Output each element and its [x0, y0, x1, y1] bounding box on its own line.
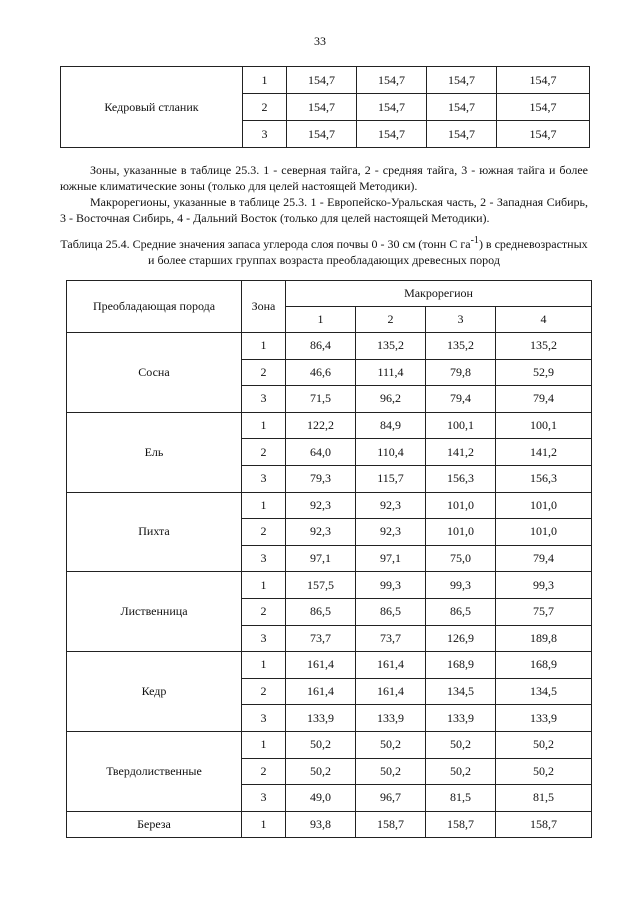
value-cell: 154,7 [287, 94, 357, 121]
value-cell: 158,7 [356, 811, 426, 838]
value-cell: 157,5 [286, 572, 356, 599]
value-cell: 64,0 [286, 439, 356, 466]
value-cell: 73,7 [286, 625, 356, 652]
zone-cell: 3 [243, 121, 287, 148]
value-cell: 110,4 [356, 439, 426, 466]
value-cell: 50,2 [286, 731, 356, 758]
cedar-table [60, 66, 590, 148]
value-cell: 97,1 [356, 545, 426, 572]
value-cell: 134,5 [496, 678, 592, 705]
value-cell: 79,3 [286, 465, 356, 492]
value-cell: 97,1 [286, 545, 356, 572]
value-cell: 50,2 [356, 731, 426, 758]
zone-cell: 3 [242, 545, 286, 572]
species-cell: Твердолиственные [67, 731, 242, 811]
table-row [67, 572, 592, 599]
table-row [67, 652, 592, 679]
value-cell: 134,5 [426, 678, 496, 705]
value-cell: 161,4 [286, 652, 356, 679]
value-cell: 92,3 [286, 519, 356, 546]
value-cell: 154,7 [427, 94, 497, 121]
value-cell: 50,2 [496, 758, 592, 785]
value-cell: 111,4 [356, 359, 426, 386]
value-cell: 75,7 [496, 598, 592, 625]
value-cell: 93,8 [286, 811, 356, 838]
header-region-1: 1 [286, 307, 356, 333]
value-cell: 135,2 [356, 333, 426, 360]
value-cell: 50,2 [356, 758, 426, 785]
header-macroregion: Макрорегион [286, 281, 592, 307]
value-cell: 100,1 [496, 412, 592, 439]
value-cell: 126,9 [426, 625, 496, 652]
value-cell: 79,4 [496, 386, 592, 413]
zone-cell: 3 [242, 386, 286, 413]
value-cell: 101,0 [426, 492, 496, 519]
value-cell: 99,3 [496, 572, 592, 599]
header-row [67, 281, 592, 307]
table-row [61, 67, 590, 94]
macroregions-paragraph: Макрорегионы, указанные в таблице 25.3. 1 - Европейско-Уральская часть, 2 - Западная Сибирь, 3 - Восточная Сибирь, 4 - Дальний Восток (только для целей настоящей Методики). [60, 195, 588, 225]
value-cell: 156,3 [426, 465, 496, 492]
value-cell: 101,0 [496, 492, 592, 519]
value-cell: 133,9 [426, 705, 496, 732]
zone-cell: 1 [242, 652, 286, 679]
zone-cell: 3 [242, 785, 286, 812]
value-cell: 96,7 [356, 785, 426, 812]
value-cell: 154,7 [497, 121, 590, 148]
value-cell: 154,7 [357, 67, 427, 94]
carbon-stock-table [66, 280, 592, 838]
value-cell: 49,0 [286, 785, 356, 812]
zone-cell: 1 [242, 412, 286, 439]
value-cell: 168,9 [496, 652, 592, 679]
species-cell: Ель [67, 412, 242, 492]
species-cell: Сосна [67, 333, 242, 413]
value-cell: 154,7 [357, 94, 427, 121]
value-cell: 154,7 [497, 67, 590, 94]
zone-cell: 2 [242, 758, 286, 785]
value-cell: 99,3 [356, 572, 426, 599]
table-row [67, 412, 592, 439]
value-cell: 135,2 [426, 333, 496, 360]
zone-cell: 1 [242, 572, 286, 599]
zone-cell: 3 [242, 705, 286, 732]
value-cell: 84,9 [356, 412, 426, 439]
value-cell: 161,4 [356, 678, 426, 705]
value-cell: 92,3 [356, 519, 426, 546]
page-number: 33 [314, 34, 326, 48]
table-row [67, 492, 592, 519]
value-cell: 133,9 [356, 705, 426, 732]
value-cell: 73,7 [356, 625, 426, 652]
zone-cell: 1 [242, 811, 286, 838]
header-region-4: 4 [496, 307, 592, 333]
value-cell: 92,3 [286, 492, 356, 519]
value-cell: 141,2 [426, 439, 496, 466]
value-cell: 161,4 [286, 678, 356, 705]
species-cell: Лиственница [67, 572, 242, 652]
value-cell: 86,5 [286, 598, 356, 625]
zone-cell: 3 [242, 625, 286, 652]
table-caption [60, 233, 588, 268]
value-cell: 156,3 [496, 465, 592, 492]
value-cell: 99,3 [426, 572, 496, 599]
value-cell: 135,2 [496, 333, 592, 360]
value-cell: 52,9 [496, 359, 592, 386]
header-zone: Зона [242, 281, 286, 333]
value-cell: 81,5 [426, 785, 496, 812]
caption-text: Таблица 25.4. Средние значения запаса углерода слоя почвы 0 - 30 см (тонн С га [60, 237, 471, 251]
value-cell: 50,2 [426, 731, 496, 758]
value-cell: 79,8 [426, 359, 496, 386]
value-cell: 50,2 [496, 731, 592, 758]
species-cell: Кедровый стланик [61, 67, 243, 148]
header-region-2: 2 [356, 307, 426, 333]
zone-cell: 2 [242, 519, 286, 546]
value-cell: 100,1 [426, 412, 496, 439]
value-cell: 92,3 [356, 492, 426, 519]
value-cell: 96,2 [356, 386, 426, 413]
species-cell: Кедр [67, 652, 242, 732]
value-cell: 158,7 [496, 811, 592, 838]
zone-cell: 2 [243, 94, 287, 121]
species-cell: Береза [67, 811, 242, 838]
zone-cell: 1 [242, 492, 286, 519]
zone-cell: 1 [242, 333, 286, 360]
value-cell: 168,9 [426, 652, 496, 679]
zone-cell: 2 [242, 359, 286, 386]
header-region-3: 3 [426, 307, 496, 333]
value-cell: 122,2 [286, 412, 356, 439]
value-cell: 79,4 [496, 545, 592, 572]
value-cell: 86,4 [286, 333, 356, 360]
value-cell: 154,7 [497, 94, 590, 121]
zone-cell: 3 [242, 465, 286, 492]
value-cell: 50,2 [426, 758, 496, 785]
table-row [67, 731, 592, 758]
value-cell: 133,9 [286, 705, 356, 732]
header-species: Преобладающая порода [67, 281, 242, 333]
species-cell: Пихта [67, 492, 242, 572]
zone-cell: 2 [242, 598, 286, 625]
caption-text-end: ) в средневозрастных и более старших группах возраста преобладающих древесных пород [148, 237, 588, 267]
value-cell: 75,0 [426, 545, 496, 572]
value-cell: 81,5 [496, 785, 592, 812]
value-cell: 189,8 [496, 625, 592, 652]
zone-cell: 1 [243, 67, 287, 94]
value-cell: 133,9 [496, 705, 592, 732]
value-cell: 154,7 [287, 121, 357, 148]
value-cell: 86,5 [356, 598, 426, 625]
caption-superscript: -1 [470, 235, 479, 246]
zone-cell: 2 [242, 678, 286, 705]
value-cell: 50,2 [286, 758, 356, 785]
zone-cell: 2 [242, 439, 286, 466]
value-cell: 141,2 [496, 439, 592, 466]
value-cell: 46,6 [286, 359, 356, 386]
value-cell: 86,5 [426, 598, 496, 625]
zones-paragraph: Зоны, указанные в таблице 25.3. 1 - северная тайга, 2 - средняя тайга, 3 - южная тайга и более южные климатические зоны (только для целей настоящей Методики). [60, 163, 588, 193]
value-cell: 115,7 [356, 465, 426, 492]
zone-cell: 1 [242, 731, 286, 758]
table-row [67, 333, 592, 360]
value-cell: 154,7 [287, 67, 357, 94]
table-row [67, 811, 592, 838]
value-cell: 79,4 [426, 386, 496, 413]
value-cell: 101,0 [496, 519, 592, 546]
value-cell: 71,5 [286, 386, 356, 413]
value-cell: 161,4 [356, 652, 426, 679]
value-cell: 101,0 [426, 519, 496, 546]
value-cell: 154,7 [357, 121, 427, 148]
value-cell: 154,7 [427, 67, 497, 94]
value-cell: 154,7 [427, 121, 497, 148]
value-cell: 158,7 [426, 811, 496, 838]
